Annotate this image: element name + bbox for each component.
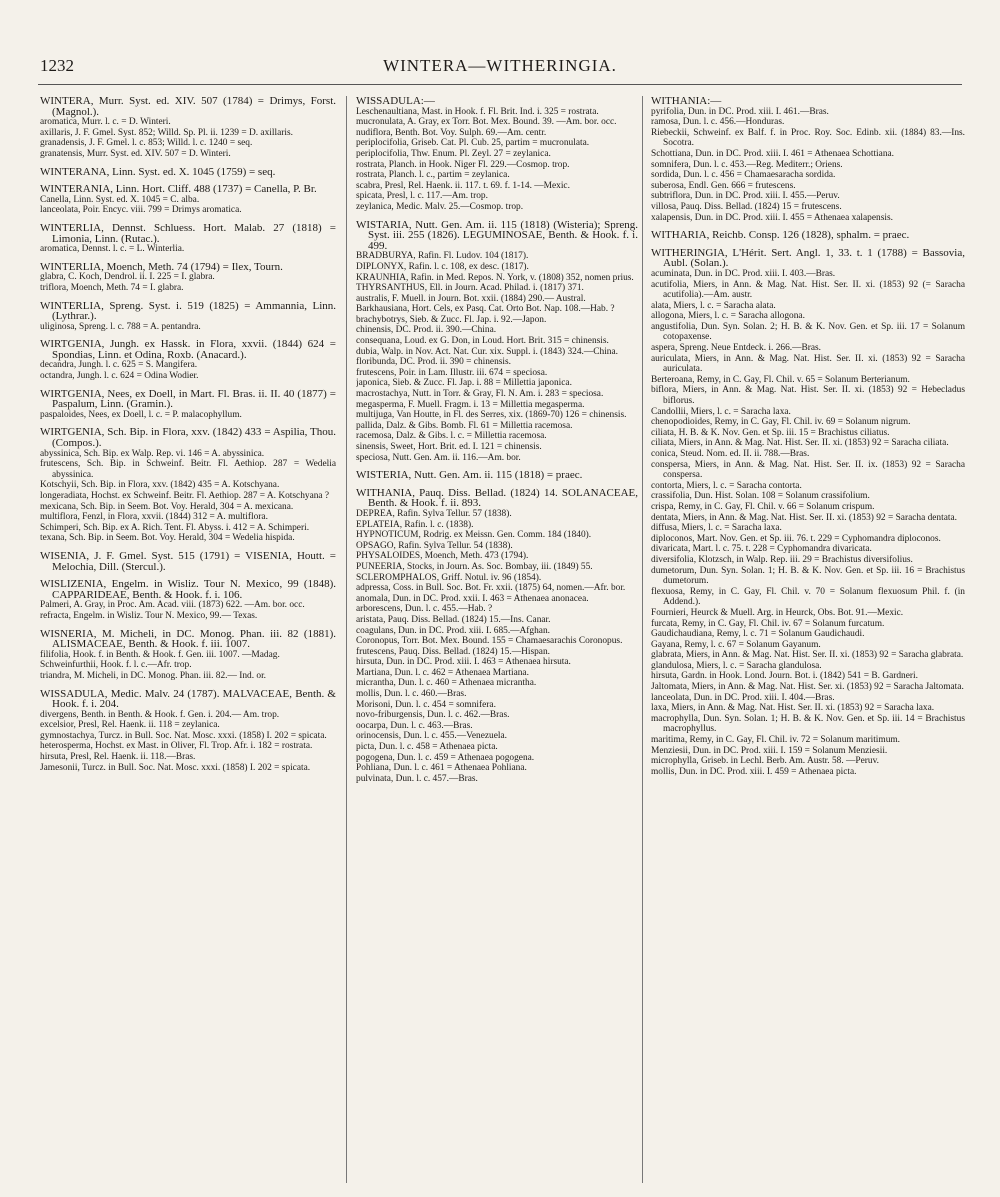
species-line: Jaltomata, Miers, in Ann. & Mag. Nat. Hist. Ser. xi. (1853) 92 = Saracha Jaltomata.: [651, 682, 964, 693]
genus-heading: WIRTGENIA, Jungh. ex Hassk. in Flora, xxvii. (1844) 624 = Spondias, Linn. et Odina, Roxb. (Anacard.).: [40, 338, 336, 361]
genus-entry: [40, 689, 336, 774]
species-line: mollis, Dun. in DC. Prod. xiii. I. 459 = Athenaea picta.: [651, 766, 857, 777]
species-line: allogona, Miers, l. c. = Saracha allogona.: [651, 311, 805, 322]
species-line: acuminata, Dun. in DC. Prod. xiii. I. 403.—Bras.: [651, 268, 836, 279]
species-line: japonica, Sieb. & Zucc. Fl. Jap. i. 88 = Millettia japonica.: [356, 378, 572, 389]
genus-entry: [356, 220, 638, 464]
genus-entry: [40, 551, 336, 572]
species-line: villosa, Pauq. Diss. Bellad. (1824) 15 = frutescens.: [651, 201, 842, 212]
species-line: suberosa, Endl. Gen. 666 = frutescens.: [651, 180, 796, 191]
species-line: Palmeri, A. Gray, in Proc. Am. Acad. viii. (1873) 622. —Am. bor. occ.: [40, 600, 305, 611]
running-title: WINTERA—WITHERINGIA.: [383, 56, 617, 75]
species-line: ciliata, H. B. & K. Nov. Gen. et Sp. iii. 15 = Brachistus ciliatus.: [651, 427, 890, 438]
species-line: scabra, Presl, Rel. Haenk. ii. 117. t. 69. f. 1-14. —Mexic.: [356, 180, 570, 191]
genus-entry: [651, 248, 965, 778]
species-line: dentata, Miers, in Ann. & Mag. Nat. Hist. Ser. II. xi. (1853) 92 = Saracha dentata.: [651, 512, 957, 523]
genus-heading: WITHARIA, Reichb. Consp. 126 (1828), sphalm. = praec.: [651, 229, 910, 242]
species-line: sinensis, Sweet, Hort. Brit. ed. I. 121 = chinensis.: [356, 442, 542, 452]
species-line: furcata, Remy, in C. Gay, Fl. Chil. iv. 67 = Solanum furcatum.: [651, 618, 885, 629]
genus-heading: WISSADULA, Medic. Malv. 24 (1787). MALVACEAE, Benth. & Hook. f. i. 204.: [40, 687, 336, 711]
genus-heading: WITHERINGIA, L'Hérit. Sert. Angl. 1, 33. t. 1 (1788) = Bassovia, Aubl. (Solan.).: [651, 246, 965, 270]
species-line: THYRSANTHUS, Ell. in Journ. Acad. Philad. i. (1817) 371.: [356, 283, 584, 294]
species-line: pallida, Dalz. & Gibs. Bomb. Fl. 61 = Millettia racemosa.: [356, 420, 573, 431]
species-line: diversifolia, Klotzsch, in Walp. Rep. iii. 29 = Brachistus diversifolius.: [651, 554, 913, 565]
species-line: texana, Sch. Bip. in Seem. Bot. Voy. Herald, 304 = Wedelia hispida.: [40, 533, 295, 544]
species-line: megasperma, F. Muell. Fragm. i. 13 = Millettia megasperma.: [356, 399, 585, 410]
genus-heading: WISTERIA, Nutt. Gen. Am. ii. 115 (1818) = praec.: [356, 469, 583, 482]
species-line: alata, Miers, l. c. = Saracha alata.: [651, 300, 776, 311]
genus-heading: WINTERLIA, Moench, Meth. 74 (1794) = Ilex, Tourn.: [40, 260, 283, 273]
species-line: rostrata, Planch. in Hook. Niger Fl. 229.—Cosmop. trop.: [356, 159, 570, 170]
species-line: subtriflora, Dun. in DC. Prod. xiii. I. 455.—Peruv.: [651, 191, 840, 202]
species-line: rostrata, Planch. l. c., partim = zeylanica.: [356, 170, 510, 181]
species-line: novo-friburgensis, Dun. l. c. 462.—Bras.: [356, 710, 510, 721]
page-number: 1232: [40, 56, 74, 75]
header-rule: [38, 84, 962, 85]
species-line: lanceolata, Dun. in DC. Prod. xiii. I. 404.—Bras.: [651, 692, 835, 703]
species-line: axillaris, J. F. Gmel. Syst. 852; Willd. Sp. Pl. ii. 1239 = D. axillaris.: [40, 127, 293, 138]
species-line: gymnostachya, Turcz. in Bull. Soc. Nat. Mosc. xxxi. (1858) I. 202 = spicata.: [40, 730, 327, 741]
species-line: decandra, Jungh. l. c. 625 = S. Mangifera.: [40, 360, 198, 371]
species-line: arborescens, Dun. l. c. 455.—Hab. ?: [356, 604, 493, 615]
species-line: Jamesonii, Turcz. in Bull. Soc. Nat. Mosc. xxxi. (1858) I. 202 = spicata.: [40, 762, 311, 773]
genus-heading: WITHANIA:—: [651, 96, 722, 107]
column-divider: [642, 96, 643, 1183]
species-line: Barkhausiana, Hort. Cels, ex Pasq. Cat. Orto Bot. Nap. 108.—Hab. ?: [356, 304, 615, 315]
genus-entry: [40, 427, 336, 544]
species-line: somnifera, Dun. l. c. 453.—Reg. Mediterr.; Oriens.: [651, 159, 843, 170]
genus-entry: [40, 629, 336, 682]
species-line: floribunda, DC. Prod. ii. 390 = chinensis.: [356, 357, 512, 368]
genus-entry: [40, 223, 336, 255]
genus-entry: [40, 184, 336, 216]
column-middle: [356, 96, 638, 1185]
species-line: glabra, C. Koch, Dendrol. ii. I. 225 = I. glabra.: [40, 272, 215, 283]
species-line: excelsior, Presl, Rel. Haenk. ii. 118 = zeylanica.: [40, 720, 220, 731]
species-line: Riebeckii, Schweinf. ex Balf. f. in Proc. Roy. Soc. Edinb. xii. (1884) 83.—Ins. Socotra.: [651, 127, 965, 149]
genus-entry: [651, 230, 965, 241]
genus-heading: WIRTGENIA, Nees, ex Doell, in Mart. Fl. Bras. ii. II. 40 (1877) = Paspalum, Linn. (Gramin.).: [40, 387, 336, 411]
genus-entry: [651, 96, 965, 223]
species-line: Schweinfurthii, Hook. f. l. c.—Afr. trop.: [40, 660, 192, 671]
species-line: spicata, Presl, l. c. 117.—Am. trop.: [356, 191, 488, 202]
species-line: Schottiana, Dun. in DC. Prod. xiii. I. 461 = Athenaea Schottiana.: [651, 148, 895, 159]
species-line: hirsuta, Presl, Rel. Haenk. ii. 118.—Bras.: [40, 752, 196, 763]
species-line: mexicana, Sch. Bip. in Seem. Bot. Voy. Herald, 304 = A. mexicana.: [40, 501, 294, 512]
species-line: triandra, M. Micheli, in DC. Monog. Phan. iii. 82.— Ind. or.: [40, 670, 267, 681]
species-line: conica, Steud. Nom. ed. II. ii. 788.—Bras.: [651, 449, 810, 459]
species-line: chenopodioides, Remy, in C. Gay, Fl. Chil. iv. 69 = Solanum nigrum.: [651, 417, 911, 428]
species-line: periplocifolia, Thw. Enum. Pl. Zeyl. 27 = zeylanica.: [356, 148, 551, 159]
species-line: coagulans, Dun. in DC. Prod. xiii. I. 685.—Afghan.: [356, 625, 550, 636]
genus-entry: [40, 579, 336, 621]
species-line: OPSAGO, Rafin. Sylva Tellur. 54 (1838).: [356, 540, 513, 551]
genus-heading: WINTERLIA, Spreng. Syst. i. 519 (1825) = Ammannia, Linn. (Lythrar.).: [40, 299, 336, 323]
species-line: biflora, Miers, in Ann. & Mag. Nat. Hist. Ser. II. xi. (1853) 92 = Hebecladus biflorus.: [651, 385, 965, 407]
genus-entry: [40, 389, 336, 421]
species-line: longeradiata, Hochst. ex Schweinf. Beitr. Fl. Aethiop. 287 = A. Kotschyana ?: [40, 491, 330, 501]
species-line: pyrifolia, Dun. in DC. Prod. xiii. I. 461.—Bras.: [651, 106, 829, 117]
species-line: periplocifolia, Griseb. Cat. Pl. Cub. 25, partim = mucronulata.: [356, 138, 590, 149]
species-line: Pohliana, Dun. l. c. 461 = Athenaea Pohliana.: [356, 763, 527, 774]
genus-entry: [356, 470, 638, 481]
species-line: orinocensis, Dun. l. c. 455.—Venezuela.: [356, 731, 508, 742]
species-line: mucronulata, A. Gray, ex Torr. Bot. Mex. Bound. 39. —Am. bor. occ.: [356, 117, 617, 128]
genus-heading: WINTERA, Murr. Syst. ed. XIV. 507 (1784) = Drimys, Forst. (Magnol.).: [40, 96, 336, 118]
species-line: dubia, Walp. in Nov. Act. Nat. Cur. xix. Suppl. i. (1843) 324.—China.: [356, 346, 618, 357]
species-line: aristata, Pauq. Diss. Bellad. (1824) 15.—Ins. Canar.: [356, 614, 551, 625]
species-line: PUNEERIA, Stocks, in Journ. As. Soc. Bombay, iii. (1849) 55.: [356, 561, 593, 572]
species-line: Morisoni, Dun. l. c. 454 = somnifera.: [356, 699, 496, 710]
species-line: zeylanica, Medic. Malv. 25.—Cosmop. trop.: [356, 201, 524, 212]
species-line: dumetorum, Dun. Syn. Solan. 1; H. B. & K. Nov. Gen. et Sp. iii. 16 = Brachistus dumetorum.: [651, 565, 965, 587]
species-line: consequana, Loud. ex G. Don, in Loud. Hort. Brit. 315 = chinensis.: [356, 336, 609, 347]
species-line: glandulosa, Miers, l. c. = Saracha glandulosa.: [651, 660, 822, 671]
genus-heading: WISTARIA, Nutt. Gen. Am. ii. 115 (1818) (Wisteria); Spreng. Syst. iii. 255 (1826). LEGUMINOSAE, Benth. & Hook. f. i. 499.: [356, 218, 638, 252]
genus-entry: [40, 301, 336, 333]
species-line: multijuga, Van Houtte, in Fl. des Serres, xix. (1869-70) 126 = chinensis.: [356, 410, 627, 421]
species-line: divergens, Benth. in Benth. & Hook. f. Gen. i. 204.— Am. trop.: [40, 709, 280, 720]
genus-entry: [40, 96, 336, 160]
species-line: pogogena, Dun. l. c. 459 = Athenaea pogogena.: [356, 752, 535, 763]
species-line: nudiflora, Benth. Bot. Voy. Sulph. 69.—Am. centr.: [356, 127, 547, 138]
column-left: [40, 96, 336, 1185]
species-line: maritima, Remy, in C. Gay, Fl. Chil. iv. 72 = Solanum maritimum.: [651, 735, 901, 746]
species-line: acutifolia, Miers, in Ann. & Mag. Nat. Hist. Ser. II. xi. (1853) 92 (= Saracha acutifolia).—Am. austr.: [651, 279, 965, 301]
species-line: angustifolia, Dun. Syn. Solan. 2; H. B. & K. Nov. Gen. et Sp. iii. 17 = Solanum cotopaxense.: [651, 321, 965, 343]
species-line: Coronopus, Torr. Bot. Mex. Bound. 155 = Chamaesarachis Coronopus.: [356, 636, 623, 647]
species-line: pulvinata, Dun. l. c. 457.—Bras.: [356, 773, 478, 784]
species-line: xalapensis, Dun. in DC. Prod. xiii. I. 455 = Athenaea xalapensis.: [651, 212, 893, 223]
genus-heading: WISLIZENIA, Engelm. in Wisliz. Tour N. Mexico, 99 (1848). CAPPARIDEAE, Benth. & Hook. f. i. 106.: [40, 578, 336, 601]
species-line: adpressa, Coss. in Bull. Soc. Bot. Fr. xxii. (1875) 64, nomen.—Afr. bor.: [356, 583, 626, 594]
species-line: laxa, Miers, in Ann. & Mag. Nat. Hist. Ser. II. xi. (1853) 92 = Saracha laxa.: [651, 703, 935, 714]
species-line: Gaudichaudiana, Remy, l. c. 71 = Solanum Gaudichaudi.: [651, 629, 865, 640]
species-line: uliginosa, Spreng. l. c. 788 = A. pentandra.: [40, 321, 201, 332]
species-line: DEPREA, Rafin. Sylva Tellur. 57 (1838).: [356, 508, 512, 519]
genus-entry: [356, 96, 638, 213]
species-line: ramosa, Dun. l. c. 456.—Honduras.: [651, 117, 785, 128]
genus-heading: WINTERLIA, Dennst. Schluess. Hort. Malab. 27 (1818) = Limonia, Linn. (Rutac.).: [40, 221, 336, 245]
species-line: chinensis, DC. Prod. ii. 390.—China.: [356, 325, 497, 336]
species-line: PHYSALOIDES, Moench, Meth. 473 (1794).: [356, 551, 529, 562]
genus-entry: [356, 488, 638, 785]
species-line: flexuosa, Remy, in C. Gay, Fl. Chil. v. 70 = Solanum flexuosum Phil. f. (in Addend.).: [651, 586, 965, 608]
species-line: lanceolata, Poir. Encyc. viii. 799 = Drimys aromatica.: [40, 205, 242, 216]
genus-heading: WISSADULA:—: [356, 96, 435, 107]
species-line: Martiana, Dun. l. c. 462 = Athenaea Martiana.: [356, 667, 529, 678]
species-line: australis, F. Muell. in Journ. Bot. xxii. (1884) 290.— Austral.: [356, 293, 586, 304]
species-line: crassifolia, Dun. Hist. Solan. 108 = Solanum crassifolium.: [651, 491, 870, 502]
species-line: heterosperma, Hochst. ex Mast. in Oliver, Fl. Trop. Afr. i. 182 = rostrata.: [40, 741, 313, 752]
genus-heading: WINTERANIA, Linn. Hort. Cliff. 488 (1737) = Canella, P. Br.: [40, 183, 317, 196]
genus-entry: [40, 167, 336, 178]
species-line: frutescens, Poir. in Lam. Illustr. iii. 674 = speciosa.: [356, 367, 548, 378]
species-line: Schimperi, Sch. Bip. ex A. Rich. Tent. Fl. Abyss. i. 412 = A. Schimperi.: [40, 522, 310, 533]
species-line: multiflora, Fenzl, in Flora, xxvii. (1844) 312 = A. multiflora.: [40, 512, 268, 523]
species-line: crispa, Remy, in C. Gay, Fl. Chil. v. 66 = Solanum crispum.: [651, 501, 875, 512]
species-line: conspersa, Miers, in Ann. & Mag. Nat. Hist. Ser. II. ix. (1853) 92 = Saracha conspersa.: [651, 459, 965, 481]
species-line: BRADBURYA, Rafin. Fl. Ludov. 104 (1817).: [356, 251, 529, 262]
genus-entry: [40, 262, 336, 294]
column-right: [651, 96, 965, 1185]
species-line: racemosa, Dalz. & Gibs. l. c. = Millettia racemosa.: [356, 431, 547, 442]
species-line: micrantha, Dun. l. c. 460 = Athenaea micrantha.: [356, 678, 537, 689]
species-line: frutescens, Sch. Bip. in Schweinf. Beitr. Fl. Aethiop. 287 = Wedelia abyssinica.: [40, 459, 336, 480]
genus-heading: WISENIA, J. F. Gmel. Syst. 515 (1791) = VISENIA, Houtt. = Melochia, Dill. (Stercul.).: [40, 549, 336, 573]
species-line: contorta, Miers, l. c. = Saracha contorta.: [651, 480, 802, 491]
species-line: triflora, Moench, Meth. 74 = I. glabra.: [40, 282, 184, 293]
genus-heading: WINTERANA, Linn. Syst. ed. X. 1045 (1759) = seq.: [40, 165, 276, 178]
species-line: picta, Dun. l. c. 458 = Athenaea picta.: [356, 742, 498, 753]
species-line: hirsuta, Gardn. in Hook. Lond. Journ. Bot. i. (1842) 541 = B. Gardneri.: [651, 671, 918, 682]
species-line: diffusa, Miers, l. c. = Saracha laxa.: [651, 523, 782, 534]
species-line: ciliata, Miers, in Ann. & Mag. Nat. Hist. Ser. II. xi. (1853) 92 = Saracha ciliata.: [651, 438, 949, 449]
species-line: sordida, Dun. l. c. 456 = Chamaesaracha sordida.: [651, 170, 836, 181]
species-line: EPLATEIA, Rafin. l. c. (1838).: [356, 519, 474, 530]
species-line: oocarpa, Dun. l. c. 463.—Bras.: [356, 720, 473, 731]
species-line: DIPLONYX, Rafin. l. c. 108, ex desc. (1817).: [356, 261, 529, 272]
species-line: Gayana, Remy, l. c. 67 = Solanum Gayanum.: [651, 639, 821, 650]
species-line: Berteroana, Remy, in C. Gay, Fl. Chil. v. 65 = Solanum Berterianum.: [651, 374, 910, 385]
species-line: glabrata, Miers, in Ann. & Mag. Nat. Hist. Ser. II. xi. (1853) 92 = Saracha glabrata.: [651, 650, 964, 661]
species-line: microphylla, Griseb. in Lechl. Berb. Am. Austr. 58. —Peruv.: [651, 756, 880, 767]
species-line: speciosa, Nutt. Gen. Am. ii. 116.—Am. bor.: [356, 452, 521, 463]
species-line: aromatica, Murr. l. c. = D. Winteri.: [40, 117, 171, 128]
species-line: brachybotrys, Sieb. & Zucc. Fl. Jap. i. 92.—Japon.: [356, 314, 547, 325]
species-line: frutescens, Pauq. Diss. Bellad. (1824) 15.—Hispan.: [356, 646, 550, 657]
species-line: granadensis, J. F. Gmel. l. c. 853; Willd. l. c. 1240 = seq.: [40, 138, 253, 149]
species-line: divaricata, Mart. l. c. 75. t. 228 = Cyphomandra divaricata.: [651, 544, 872, 555]
genus-heading: WIRTGENIA, Sch. Bip. in Flora, xxv. (1842) 433 = Aspilia, Thou. (Compos.).: [40, 426, 336, 450]
genus-entry: [40, 339, 336, 381]
column-divider: [346, 96, 347, 1183]
species-line: Leschenaultiana, Mast. in Hook. f. Fl. Brit. Ind. i. 325 = rostrata.: [356, 106, 599, 117]
species-line: anomala, Dun. in DC. Prod. xxii. I. 463 = Athenaea anonacea.: [356, 593, 589, 604]
species-line: KRAUNHIA, Rafin. in Med. Repos. N. York, v. (1808) 352, nomen prius.: [356, 272, 634, 283]
species-line: Fournieri, Heurck & Muell. Arg. in Heurck, Obs. Bot. 91.—Mexic.: [651, 607, 904, 618]
species-line: aspera, Spreng. Neue Entdeck. i. 266.—Bras.: [651, 343, 822, 354]
genus-heading: WISNERIA, M. Micheli, in DC. Monog. Phan. iii. 82 (1881). ALISMACEAE, Benth. & Hook. f. iii. 1007.: [40, 627, 336, 651]
species-line: macrophylla, Dun. Syn. Solan. 1; H. B. & K. Nov. Gen. et Sp. iii. 14 = Brachistus macrophyllus.: [651, 713, 965, 735]
species-line: abyssinica, Sch. Bip. ex Walp. Rep. vi. 146 = A. abyssinica.: [40, 448, 265, 459]
species-line: diploconos, Mart. Nov. Gen. et Sp. iii. 76. t. 229 = Cyphomandra diploconos.: [651, 533, 941, 544]
species-line: auriculata, Miers, in Ann. & Mag. Nat. Hist. Ser. II. xi. (1853) 92 = Saracha auriculata.: [651, 353, 965, 375]
species-line: SCLEROMPHALOS, Griff. Notul. iv. 96 (1854).: [356, 572, 542, 583]
species-line: Menziesii, Dun. in DC. Prod. xiii. I. 159 = Solanum Menziesii.: [651, 745, 888, 756]
species-line: refracta, Engelm. in Wisliz. Tour N. Mexico, 99.— Texas.: [40, 610, 258, 621]
species-line: filifolia, Hook. f. in Benth. & Hook. f. Gen. iii. 1007. —Madag.: [40, 649, 280, 660]
species-line: HYPNOTICUM, Rodrig. ex Meissn. Gen. Comm. 184 (1840).: [356, 530, 592, 541]
species-line: hirsuta, Dun. in DC. Prod. xiii. I. 463 = Athenaea hirsuta.: [356, 657, 571, 668]
species-line: Kotschyii, Sch. Bip. in Flora, xxv. (1842) 435 = A. Kotschyana.: [40, 480, 280, 491]
species-line: mollis, Dun. l. c. 460.—Bras.: [356, 689, 467, 700]
species-line: granatensis, Murr. Syst. ed. XIV. 507 = D. Winteri.: [40, 148, 231, 159]
species-line: Candollii, Miers, l. c. = Saracha laxa.: [651, 406, 791, 417]
species-line: paspaloides, Nees, ex Doell, l. c. = P. malacophyllum.: [40, 409, 242, 420]
species-line: Canella, Linn. Syst. ed. X. 1045 = C. alba.: [40, 194, 200, 205]
species-line: octandra, Jungh. l. c. 624 = Odina Wodier.: [40, 371, 199, 382]
genus-heading: WITHANIA, Pauq. Diss. Bellad. (1824) 14. SOLANACEAE, Benth. & Hook. f. ii. 893.: [356, 486, 638, 510]
species-line: macrostachya, Nutt. in Torr. & Gray, Fl. N. Am. i. 283 = speciosa.: [356, 389, 604, 400]
species-line: aromatica, Dennst. l. c. = L. Winterlia.: [40, 244, 185, 255]
